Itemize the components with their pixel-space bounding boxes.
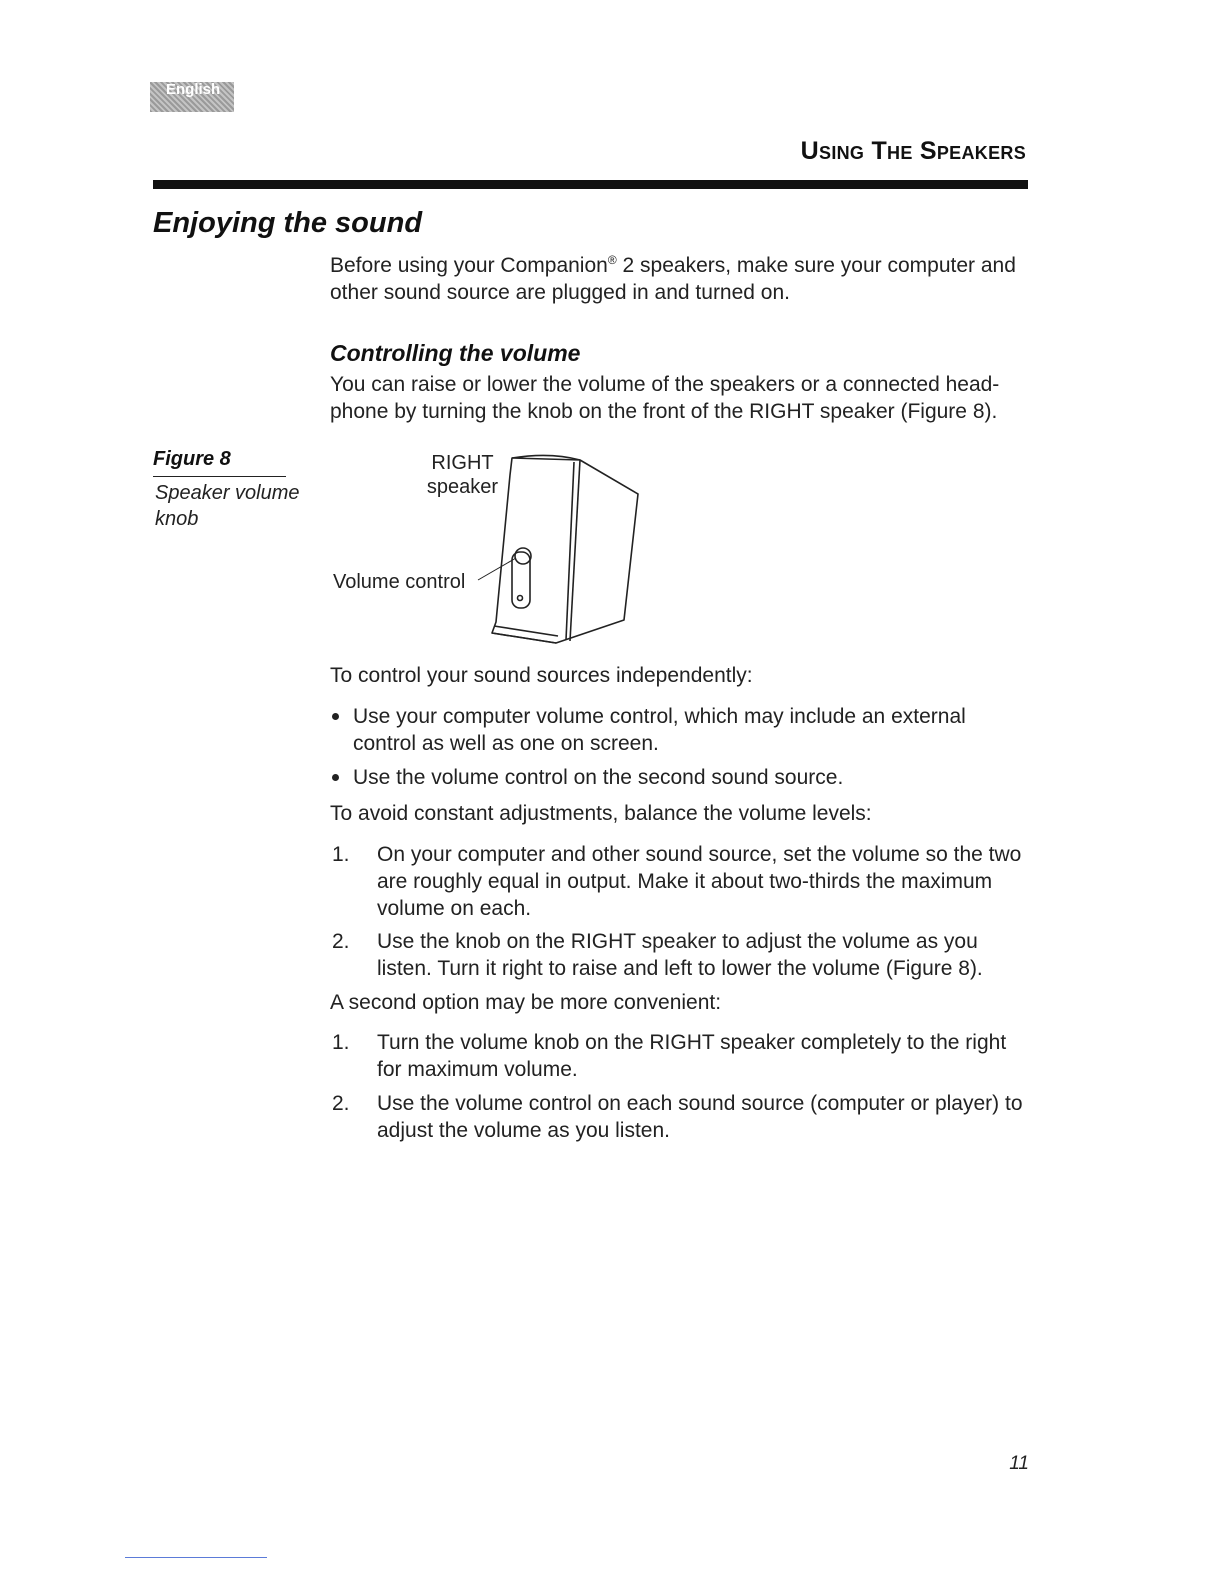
speaker-front-edge	[566, 462, 574, 640]
list-item	[330, 1090, 1030, 1144]
header-rule	[153, 180, 1028, 189]
section-title: Enjoying the sound	[153, 207, 423, 239]
bullet-text: Use the volume control on the second sound source.	[353, 766, 844, 789]
subsection-title: Controlling the volume	[330, 340, 581, 366]
list-item	[330, 703, 1020, 757]
page-number: 11	[1009, 1453, 1029, 1474]
bullet-text: Use your computer volume control, which may include an external control as well as one on screen.	[353, 705, 966, 755]
figure-label: Figure 8	[153, 448, 286, 477]
step-text: Turn the volume knob on the RIGHT speaker completely to the right for maximum volume.	[377, 1031, 1007, 1081]
bullet-icon	[332, 713, 339, 720]
step-number: 2.	[332, 930, 350, 953]
language-tab: English	[150, 82, 234, 112]
figure-caption: Speaker volume knob	[155, 482, 300, 530]
speaker-illustration	[470, 450, 650, 650]
balance-intro: To avoid constant adjustments, balance the volume levels:	[330, 802, 872, 825]
volume-paragraph: You can raise or lower the volume of the speakers or a connected head-phone by turning the knob on the front of the RIGHT speaker (Figure 8).	[330, 373, 1000, 423]
callout-line-1: RIGHT	[431, 452, 494, 474]
callout-line-2: speaker	[426, 476, 499, 498]
intro-text-after: 2 speakers, make sure your computer and other sound source are plugged in and turned on.	[330, 254, 1016, 304]
callout-leader-line	[478, 558, 516, 580]
running-head: Using The Speakers	[800, 137, 1026, 165]
intro-paragraph	[330, 247, 1030, 306]
step-number: 2.	[332, 1092, 350, 1115]
intro-text-before: Before using your Companion	[330, 254, 608, 277]
footer-link-rule	[125, 1557, 267, 1558]
list-item	[330, 1029, 1030, 1083]
step-text: Use the volume control on each sound source (computer or player) to adjust the volume as you listen.	[377, 1092, 1023, 1142]
registered-mark: ®	[607, 253, 617, 267]
option-intro: A second option may be more convenient:	[330, 991, 722, 1014]
list-item	[330, 764, 1020, 791]
volume-control-callout: Volume control	[333, 571, 466, 593]
independent-intro: To control your sound sources independently:	[330, 664, 753, 687]
step-number: 1.	[332, 843, 350, 866]
step-text: Use the knob on the RIGHT speaker to adjust the volume as you listen. Turn it right to raise and left to lower the volume (Figure 8).	[377, 930, 983, 980]
step-text: On your computer and other sound source, set the volume so the two are roughly equal in output. Make it about two-thirds the maximum volume on each.	[377, 843, 1022, 920]
list-item	[330, 928, 1030, 982]
bullet-icon	[332, 774, 339, 781]
list-item	[330, 841, 1030, 922]
speaker-side-edge	[570, 460, 580, 641]
step-number: 1.	[332, 1031, 350, 1054]
power-led-icon	[518, 596, 523, 601]
speaker-outline	[492, 455, 638, 643]
